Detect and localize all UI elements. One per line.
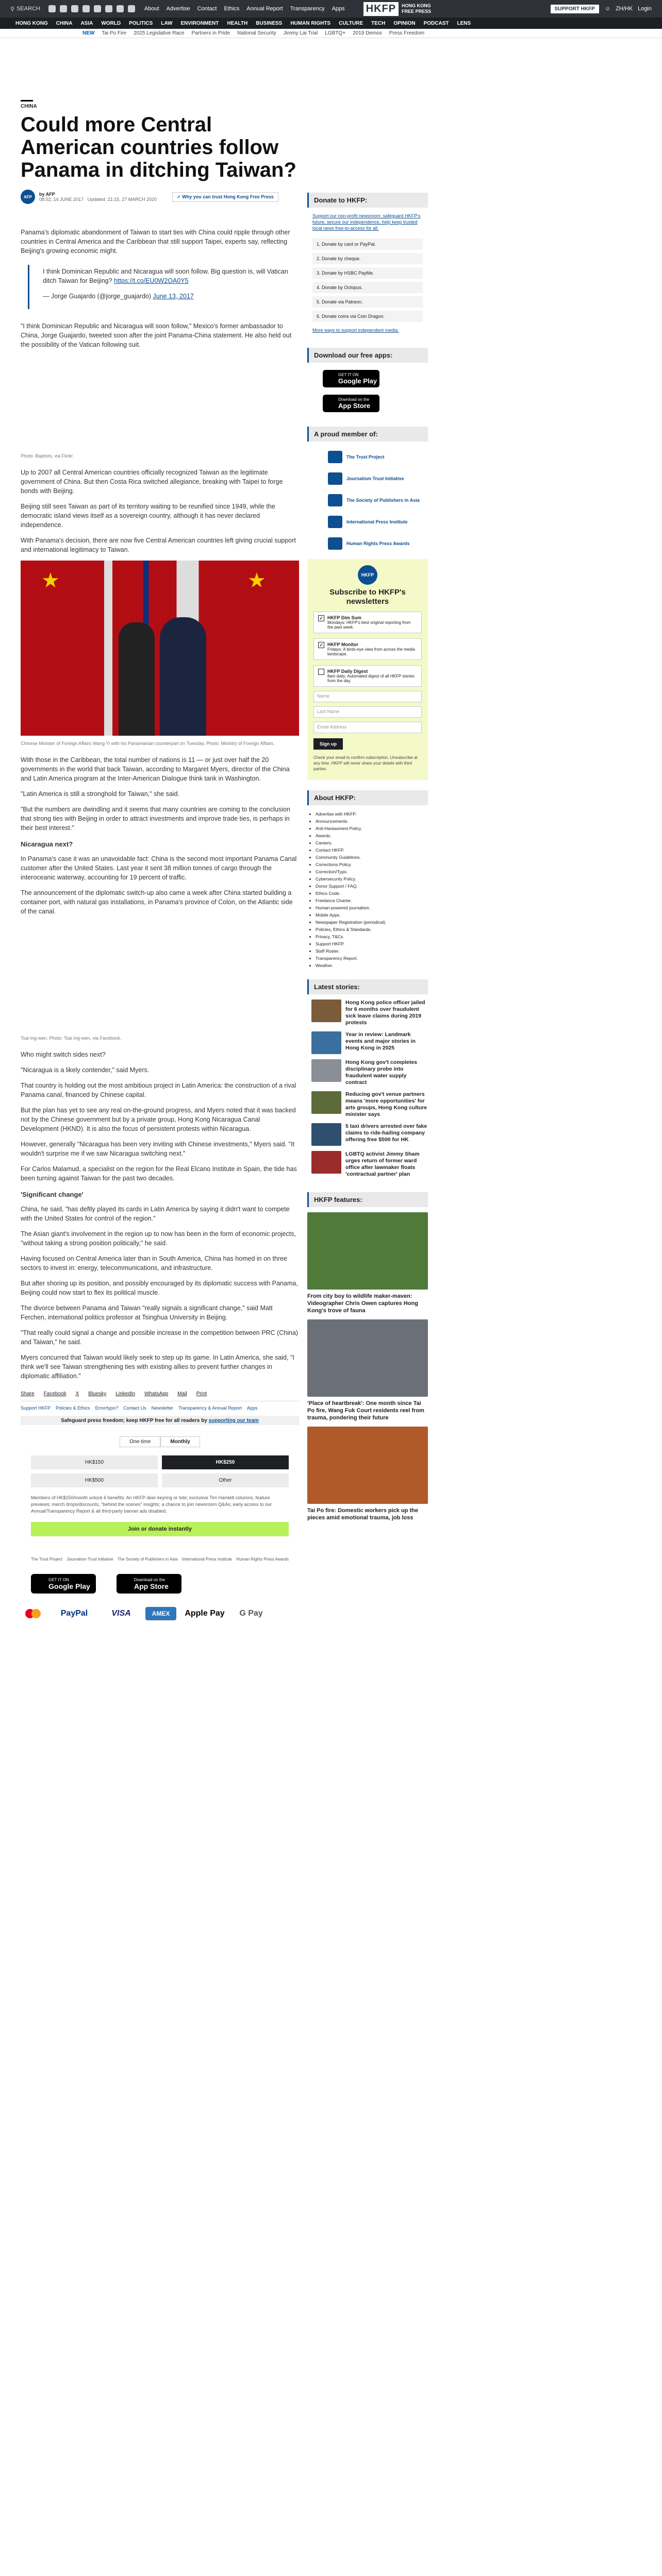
one-time-tab[interactable]: One-time xyxy=(120,1436,160,1447)
email-field[interactable]: Email Address xyxy=(313,722,422,733)
paragraph: Who might switch sides next? xyxy=(21,1051,106,1058)
about-link[interactable]: • Corrections Policy. xyxy=(316,861,428,868)
story-title[interactable]: Hong Kong gov't completes disciplinary probe into fraudulent water supply contract xyxy=(345,1059,417,1086)
paragraph: Having focused on Central America later than in South America, China has homed in on three sectors to invest in: energy, telecommunications, and infrastructure. xyxy=(21,1255,287,1272)
about-link[interactable]: • Privacy, T&Cs. xyxy=(316,933,428,940)
feature-item[interactable] xyxy=(307,1427,428,1521)
newsletter-option-text xyxy=(327,615,417,630)
transparency-link[interactable]: Transparency xyxy=(290,6,325,12)
about-link[interactable]: • Announcements. xyxy=(316,818,428,825)
story-item[interactable] xyxy=(311,1123,428,1146)
newsletter-title: Subscribe to HKFP's newsletters xyxy=(329,588,406,606)
newsletter-note: Check your email to confirm subscription. Unsubscribe at any time. HKFP will never share your details with third parties. xyxy=(313,755,418,771)
nav-item[interactable]: ASIA xyxy=(80,20,93,26)
story-title[interactable]: Hong Kong police officer jailed for 6 months over fraudulent sick leave claims during 2019 protests xyxy=(345,999,425,1026)
member-name: International Press Institute xyxy=(346,519,408,524)
nav-item[interactable]: HUMAN RIGHTS xyxy=(290,20,331,26)
telegram-icon[interactable] xyxy=(117,5,124,12)
person-silhouette xyxy=(119,622,155,736)
ethics-link[interactable]: Ethics xyxy=(224,6,240,12)
site-logo[interactable]: HKFP HONG KONG FREE PRESS xyxy=(363,2,431,16)
share-link[interactable]: Mail xyxy=(177,1391,187,1397)
partner-logo[interactable]: The Trust Project xyxy=(31,1557,62,1562)
share-link[interactable]: Print xyxy=(196,1391,207,1397)
sidebar xyxy=(307,38,428,1521)
feature-item[interactable] xyxy=(307,1212,428,1314)
paragraph: However, generally "Nicaragua has been very inviting with Chinese investments," Myers said. "It wouldn't surprise me if we saw Nicaragua switching next." xyxy=(21,1141,294,1157)
about-link[interactable]: • Weather. xyxy=(316,962,428,969)
about-link[interactable]: • Awards. xyxy=(316,832,428,839)
google-play-badge[interactable]: GET IT ON Google Play xyxy=(31,1574,96,1594)
donate-intro-link[interactable]: Support our non-profit newsroom: safeguard HKFP's future, secure our independence, help keep trusted local news free-to-access for all. xyxy=(312,213,421,231)
about-links xyxy=(316,810,428,969)
nav-item[interactable]: HEALTH xyxy=(227,20,248,26)
newsletter-box xyxy=(307,559,428,780)
story-thumbnail[interactable] xyxy=(311,1031,341,1054)
newsletter-option-title: HKFP Monitor xyxy=(327,642,358,647)
contact-link[interactable]: Contact xyxy=(197,6,217,12)
nav-item[interactable]: POLITICS xyxy=(129,20,153,26)
author-name[interactable]: by AFP xyxy=(39,192,55,197)
newsletter-option-title: HKFP Daily Digest xyxy=(327,669,368,674)
member-logo[interactable] xyxy=(328,494,428,506)
story-title[interactable]: Reducing gov't venue partners means 'more opportunities' for arts groups, Hong Kong culture minister says xyxy=(345,1091,427,1117)
about-link[interactable]: • Support HKFP. xyxy=(316,940,428,947)
join-button[interactable]: Join or donate instantly xyxy=(31,1522,289,1536)
paragraph: "Nicaragua is a likely contender," said Myers. xyxy=(21,1066,150,1074)
linkedin-icon[interactable] xyxy=(105,5,112,12)
nav-item[interactable]: CHINA xyxy=(56,20,73,26)
support-team-link[interactable]: supporting our team xyxy=(208,1417,259,1423)
article xyxy=(21,38,299,1620)
about-link[interactable]: • Advertise with HKFP. xyxy=(316,810,428,818)
about-link[interactable]: • Mobile Apps. xyxy=(316,911,428,919)
name-field[interactable]: Name xyxy=(313,691,422,702)
story-thumbnail[interactable] xyxy=(311,1151,341,1174)
feature-title[interactable]: 'Place of heartbreak': One month since Tai Po fire, Wang Fuk Court residents reel from trauma, pondering their future xyxy=(307,1400,424,1421)
donate-option[interactable]: 6. Donate coins via Coin Dragon. xyxy=(312,311,423,322)
paragraph: The divorce between Panama and Taiwan "really signals a significant change," said Matt Ferchen, international politics professor at Tsinghua University in Beijing. xyxy=(21,1304,273,1321)
nav-item[interactable]: LENS xyxy=(457,20,471,26)
paragraph: Beijing still sees Taiwan as part of its territory waiting to be reunified since 1949, while the democratic island views itself as a sovereign country, although it has never declared independence. xyxy=(21,503,275,529)
story-thumbnail[interactable] xyxy=(311,1123,341,1146)
section-heading: Nicaragua next? xyxy=(21,840,73,848)
apple-pay-icon: Apple Pay xyxy=(185,1609,225,1618)
partner-logo-icon xyxy=(328,537,342,550)
about-link[interactable]: • Donor Support / FAQ. xyxy=(316,883,428,890)
about-link[interactable]: • Community Guidelines. xyxy=(316,854,428,861)
member-logo[interactable] xyxy=(328,516,428,528)
subnav-item[interactable]: Tai Po Fire xyxy=(102,30,127,36)
photo-caption: Tsai Ing-wen. Photo: Tsai Ing-wen, via Facebook. xyxy=(21,1036,122,1041)
newsletter-option-text xyxy=(327,642,417,656)
share-link[interactable]: X xyxy=(75,1391,79,1397)
sub-nav xyxy=(0,29,662,38)
share-link[interactable]: WhatsApp xyxy=(144,1391,169,1397)
category-label[interactable]: CHINA xyxy=(21,100,33,109)
subnav-items xyxy=(102,30,424,36)
story-thumbnail[interactable] xyxy=(311,1091,341,1114)
paragraph: But the plan has yet to see any real on-the-ground progress, and Myers noted that it was backed not by the Chinese government but by a private group, Hong Kong Nicaragua Canal Development (HKND). It is also the focus of persistent protests within Nicaragua. xyxy=(21,1107,296,1132)
about-heading: About HKFP: xyxy=(307,790,428,805)
paragraph: That country is holding out the most ambitious project in Latin America: the construction of a rival Panama canal, financed by Chinese capital. xyxy=(21,1082,296,1098)
partner-logo[interactable]: The Society of Publishers in Asia xyxy=(118,1557,178,1562)
newsletter-option-text xyxy=(327,669,417,683)
donate-option[interactable]: 4. Donate by Octopus. xyxy=(312,282,423,293)
youtube-icon[interactable] xyxy=(94,5,101,12)
paragraph: "That really could signal a change and possible increase in the competition between PRC (China) and Taiwan," he said. xyxy=(21,1329,299,1346)
story-item[interactable] xyxy=(311,999,428,1026)
about-link[interactable]: About xyxy=(144,6,159,12)
amount-option[interactable]: HK$150 xyxy=(31,1455,158,1469)
byline xyxy=(21,190,299,204)
about-link[interactable]: • Correction/Typo. xyxy=(316,868,428,875)
embedded-tweet: I think Dominican Republic and Nicaragua will soon follow. Big question is, will Vatican ditch Taiwan for Beijing? https://t.co/EU0W2OA0Y5 — Jorge Guajardo (@jorge_guajardo) June 13, 2017 xyxy=(28,265,299,309)
checkbox-icon[interactable]: ✓ xyxy=(318,642,324,648)
paragraph: The announcement of the diplomatic switch-up also came a week after China started building a container port, with natural gas installations, in Panama's province of Colon, on the Atlantic side of the canal. xyxy=(21,889,293,915)
paragraph: In Panama's case it was an unavoidable fact: China is the second most important Panama Canal customer after the United States. Last year it sent 38 million tonnes of cargo through the interoceanic waterway, accounting for 19 percent of traffic. xyxy=(21,855,297,881)
trust-link[interactable]: ✓ Why you can trust Hong Kong Free Press xyxy=(172,192,278,202)
photo-placeholder xyxy=(21,355,299,448)
sign-up-button[interactable]: Sign up xyxy=(313,738,343,750)
about-link[interactable]: • Policies, Ethics & Standards. xyxy=(316,926,428,933)
photo-placeholder xyxy=(21,922,299,1030)
language-toggle[interactable]: ZH/HK xyxy=(616,6,633,12)
newsletter-option-desc: Mondays: HKFP's best original reporting from the past week. xyxy=(327,620,411,630)
about-link[interactable]: • Transparency Report. xyxy=(316,955,428,962)
hkfp-logo: HKFP xyxy=(358,565,377,585)
story-thumbnail[interactable] xyxy=(311,999,341,1022)
annual-report-link[interactable]: Annual Report xyxy=(246,6,283,12)
member-benefits: Members of HK$150/month unlock 6 benefits: An HKFP deer keyring or tote; exclusive Tim Hamlett columns, feature previews; merch drops/discounts, "behind the scenes" insights; a chance to join newsroom Q&As; early access to our Annual/Transparency Report & all third-party banner ads disabled. xyxy=(31,1495,272,1514)
subnav-item[interactable]: National Security xyxy=(237,30,276,36)
paragraph: For Carlos Malamud, a specialist on the region for the Real Elcano Institute in Spain, the tide has been turning against Taiwan for the past two decades. xyxy=(21,1165,297,1182)
story-item[interactable] xyxy=(311,1151,428,1178)
app-badges xyxy=(21,1574,299,1594)
nav-item[interactable]: LAW xyxy=(161,20,173,26)
last-name-field[interactable]: Last Name xyxy=(313,706,422,718)
footer-link[interactable]: Policies & Ethics xyxy=(56,1405,90,1411)
share-link[interactable]: LinkedIn xyxy=(115,1391,136,1397)
top-bar xyxy=(0,0,662,18)
search-button[interactable]: ⚲ SEARCH xyxy=(10,6,40,12)
newsletter-options xyxy=(313,612,422,687)
partner-logo-icon xyxy=(328,472,342,485)
feature-title[interactable]: Tai Po fire: Domestic workers pick up the pieces amid emotional trauma, job loss xyxy=(307,1507,418,1521)
checkbox-icon[interactable] xyxy=(318,669,324,675)
story-title[interactable]: LGBTQ activist Jimmy Sham urges return of former ward office after lawmaker floats 'contractual partner' plan xyxy=(345,1151,420,1177)
author-avatar: AFP xyxy=(21,190,35,204)
latest-heading: Latest stories: xyxy=(307,979,428,994)
feature-image[interactable] xyxy=(307,1427,428,1504)
donate-option[interactable]: 3. Donate by HSBC PayMe. xyxy=(312,267,423,279)
member-logo[interactable] xyxy=(328,472,428,485)
star-icon: ★ xyxy=(41,569,60,592)
about-link[interactable]: • Freelance Charter. xyxy=(316,897,428,904)
footer-link[interactable]: Support HKFP xyxy=(21,1405,51,1411)
rss-icon[interactable] xyxy=(128,5,135,12)
updated-date: Updated: 21:15, 27 MARCH 2020 xyxy=(87,197,157,202)
nav-item[interactable]: PODCAST xyxy=(423,20,449,26)
newsletter-option-desc: Fridays: A birds-eye view from across the media landscape. xyxy=(327,647,415,656)
amount-option[interactable]: HK$500 xyxy=(31,1473,158,1487)
member-logo[interactable] xyxy=(328,451,428,463)
partner-logo-icon xyxy=(328,494,342,506)
google-pay-icon: G Pay xyxy=(239,1609,263,1618)
article-footer-links xyxy=(21,1405,299,1411)
nav-item[interactable]: TECH xyxy=(371,20,386,26)
paragraph: With Panama's decision, there are now five Central American countries left giving crucial support and international legitimacy to Taiwan. xyxy=(21,537,296,553)
donate-option[interactable]: 1. Donate by card or PayPal. xyxy=(312,239,423,250)
apps-link[interactable]: Apps xyxy=(332,6,345,12)
star-icon: ★ xyxy=(247,569,266,592)
newsletter-option-desc: 8am daily: Automated digest of all HKFP stories from the day. xyxy=(327,674,415,683)
donate-option[interactable]: 5. Donate via Patreon. xyxy=(312,296,423,308)
photo-caption: Chinese Minister of Foreign Affairs Wang Yi with his Panamanian counterpart on Tuesday. Photo: Ministry of Foreign Affairs. xyxy=(21,741,275,746)
google-play-badge[interactable]: GET IT ON Google Play xyxy=(323,370,379,387)
mastercard-icon xyxy=(21,1607,45,1620)
member-heading: A proud member of: xyxy=(307,427,428,442)
facebook-icon[interactable] xyxy=(48,5,56,12)
about-link[interactable]: • Cybersecurity Policy. xyxy=(316,875,428,883)
paragraph: "Latin America is still a stronghold for Taiwan," she said. xyxy=(21,790,180,798)
feature-title[interactable]: From city boy to wildlife maker-maven: Videographer Chris Owen captures Hong Kong's trove of fauna xyxy=(307,1293,418,1314)
nav-item[interactable]: CULTURE xyxy=(339,20,363,26)
newsletter-checkbox[interactable] xyxy=(313,612,422,633)
paragraph: China, he said, "has deftly played its cards in Latin America by saying it didn't want to compete with the United States for control of the region." xyxy=(21,1206,290,1222)
subnav-item[interactable]: 2025 Legislative Race xyxy=(134,30,185,36)
member-name: Journalism Trust Initiative xyxy=(346,476,404,481)
story-title[interactable]: 5 taxi drivers arrested over fake claims to ride-hailing company offering free $500 for HK xyxy=(345,1123,427,1143)
latest-stories xyxy=(307,999,428,1178)
footer-link[interactable]: Transparency & Annual Report xyxy=(178,1405,242,1411)
about-link[interactable]: • Staff Roster. xyxy=(316,947,428,955)
feature-item[interactable] xyxy=(307,1319,428,1421)
tweet-link[interactable]: https://t.co/EU0W2OA0Y5 xyxy=(114,277,189,284)
new-label: NEW xyxy=(82,30,95,36)
nav-item[interactable]: ENVIRONMENT xyxy=(180,20,219,26)
frequency-toggle xyxy=(21,1436,299,1447)
publish-date: 08:02, 14 JUNE 2017 xyxy=(39,197,84,202)
visa-icon: VISA xyxy=(111,1609,131,1618)
donate-strip: Safeguard press freedom; keep HKFP free for all readers by supporting our team xyxy=(21,1416,299,1425)
nav-item[interactable]: BUSINESS xyxy=(256,20,283,26)
member-logos xyxy=(307,451,428,550)
tweet-date-link[interactable]: June 13, 2017 xyxy=(153,293,194,300)
newsletter-checkbox[interactable] xyxy=(313,665,422,687)
about-link[interactable]: • Ethics Code. xyxy=(316,890,428,897)
search-icon: ⚲ xyxy=(10,6,15,12)
login-link[interactable]: Login xyxy=(638,6,652,12)
about-link[interactable]: • Contact HKFP. xyxy=(316,846,428,854)
advertise-link[interactable]: Advertise xyxy=(166,6,190,12)
amount-option[interactable]: HK$250 xyxy=(162,1455,289,1469)
paragraph: Up to 2007 all Central American countries officially recognized Taiwan as the legitimate government of China. But then Costa Rica switched allegiance, breaking with Taipei to forge bonds with Beijing. xyxy=(21,469,283,495)
payment-methods xyxy=(21,1607,299,1620)
story-item[interactable] xyxy=(311,1059,428,1086)
amount-grid xyxy=(31,1455,289,1487)
footer-logos xyxy=(21,1557,299,1562)
member-logo[interactable] xyxy=(328,537,428,550)
story-thumbnail[interactable] xyxy=(311,1059,341,1082)
paragraph: With those in the Caribbean, the total number of nations is 11 — or just over half the 20 governments in the world that back Taiwan, according to Margaret Myers, director of the China and Latin America program at the Inter-American Dialogue think tank in Washington. xyxy=(21,756,290,782)
feature-image[interactable] xyxy=(307,1319,428,1397)
article-title: Could more Central American countries follow Panama in ditching Taiwan? xyxy=(21,113,296,181)
partner-logo-icon xyxy=(328,516,342,528)
partner-logo[interactable]: Journalism Trust Initiative xyxy=(67,1557,113,1562)
subnav-item[interactable]: 2019 Demos xyxy=(353,30,382,36)
footer-link[interactable]: Newsletter xyxy=(151,1405,174,1411)
subnav-item[interactable]: Partners in Pride xyxy=(191,30,230,36)
main-nav xyxy=(0,18,662,29)
about-link[interactable]: • Newspaper Registration (periodical). xyxy=(316,919,428,926)
about-link[interactable]: • Careers. xyxy=(316,839,428,846)
monthly-tab[interactable]: Monthly xyxy=(160,1436,200,1447)
nav-item[interactable]: WORLD xyxy=(101,20,121,26)
story-item[interactable] xyxy=(311,1031,428,1054)
more-ways-link[interactable]: More ways to support independent media. xyxy=(312,328,399,333)
instagram-icon[interactable] xyxy=(71,5,78,12)
about-link[interactable]: • Anti-Harassment Policy. xyxy=(316,825,428,832)
paragraph: But after shoring up its position, and possibly encouraged by its diplomatic success with Panama, Beijing could now start to flex its political muscle. xyxy=(21,1280,298,1296)
footer-link[interactable]: Error/typo? xyxy=(95,1405,119,1411)
app-store-badge[interactable]: Download on the App Store xyxy=(117,1574,181,1594)
check-icon: ✓ xyxy=(177,194,183,199)
article-photo xyxy=(21,561,299,736)
paragraph: Myers concurred that Taiwan would likely seek to step up its game. In Latin America, she said, "I think we'll see Taiwan strengthening ties with existing allies to prevent further changes in diplomatic affiliation." xyxy=(21,1354,294,1380)
member-name: Human Rights Press Awards xyxy=(346,541,410,546)
feature-image[interactable] xyxy=(307,1212,428,1290)
subnav-item[interactable]: Press Freedom xyxy=(389,30,425,36)
share-label: Share xyxy=(21,1391,35,1397)
subnav-item[interactable]: Jimmy Lai Trial xyxy=(283,30,318,36)
donate-options xyxy=(307,239,428,322)
partner-logo-icon xyxy=(328,451,342,463)
amex-icon: AMEX xyxy=(145,1607,176,1620)
share-link[interactable]: Facebook xyxy=(43,1391,67,1397)
donate-heading: Donate to HKFP: xyxy=(307,193,428,208)
partner-logo[interactable]: International Press Institute xyxy=(181,1557,232,1562)
paragraph: Panama's diplomatic abandonment of Taiwan to start ties with China could ripple through other countries in Central America and the Caribbean that still support Taipei, experts say, reflecting Beijing's growing economic might. xyxy=(21,229,290,255)
user-icon[interactable]: ☺ xyxy=(604,6,611,12)
support-hkfp-button[interactable]: SUPPORT HKFP xyxy=(550,4,600,14)
story-item[interactable] xyxy=(311,1091,428,1118)
share-link[interactable]: Bluesky xyxy=(88,1391,107,1397)
partner-logo[interactable]: Human Rights Press Awards xyxy=(236,1557,289,1562)
article-body xyxy=(21,228,299,1381)
amount-option[interactable]: Other xyxy=(162,1473,289,1487)
photo-caption: Photo: Baptists, via Flickr. xyxy=(21,453,74,459)
features-heading: HKFP features: xyxy=(307,1192,428,1207)
footer-link[interactable]: Contact Us xyxy=(123,1405,146,1411)
about-link[interactable]: • Human-powered journalism. xyxy=(316,904,428,911)
newsletter-option-title: HKFP Dim Sum xyxy=(327,615,361,620)
paragraph: "I think Dominican Republic and Nicaragua will soon follow," Mexico's former ambassador to China, Jorge Guajardo, tweeted soon after the joint Panama-China statement. He also held out the possibility of the Vatican following suit. xyxy=(21,323,292,348)
x-icon[interactable] xyxy=(60,5,67,12)
paragraph: The Asian giant's involvement in the region up to now has been in the form of economic projects, "without taking a strong position politically," he said. xyxy=(21,1230,296,1247)
member-name: The Society of Publishers in Asia xyxy=(346,498,420,503)
newsletter-checkbox[interactable] xyxy=(313,638,422,660)
section-heading: 'Significant change' xyxy=(21,1191,84,1198)
nav-item[interactable]: HONG KONG xyxy=(15,20,48,26)
person-silhouette xyxy=(160,617,206,736)
subnav-item[interactable]: LGBTQ+ xyxy=(325,30,346,36)
paypal-icon: PayPal xyxy=(60,1609,88,1618)
share-bar xyxy=(21,1391,299,1401)
threads-icon[interactable] xyxy=(82,5,90,12)
story-title[interactable]: Year in review: Landmark events and major stories in Hong Kong in 2025 xyxy=(345,1031,416,1051)
footer-link[interactable]: Apps xyxy=(246,1405,258,1411)
paragraph: "But the numbers are dwindling and it seems that many countries are coming to the conclusion that strong ties with Beijing in order to attract investments and improve trade ties, is perhaps in their best interest." xyxy=(21,806,290,832)
feature-stories xyxy=(307,1212,428,1521)
checkbox-icon[interactable]: ✓ xyxy=(318,615,324,621)
nav-item[interactable]: OPINION xyxy=(393,20,416,26)
donate-option[interactable]: 2. Donate by cheque. xyxy=(312,253,423,264)
app-store-badge[interactable]: Download on the App Store xyxy=(323,395,379,412)
social-icons xyxy=(48,5,135,12)
member-name: The Trust Project xyxy=(346,454,385,460)
apps-heading: Download our free apps: xyxy=(307,348,428,363)
